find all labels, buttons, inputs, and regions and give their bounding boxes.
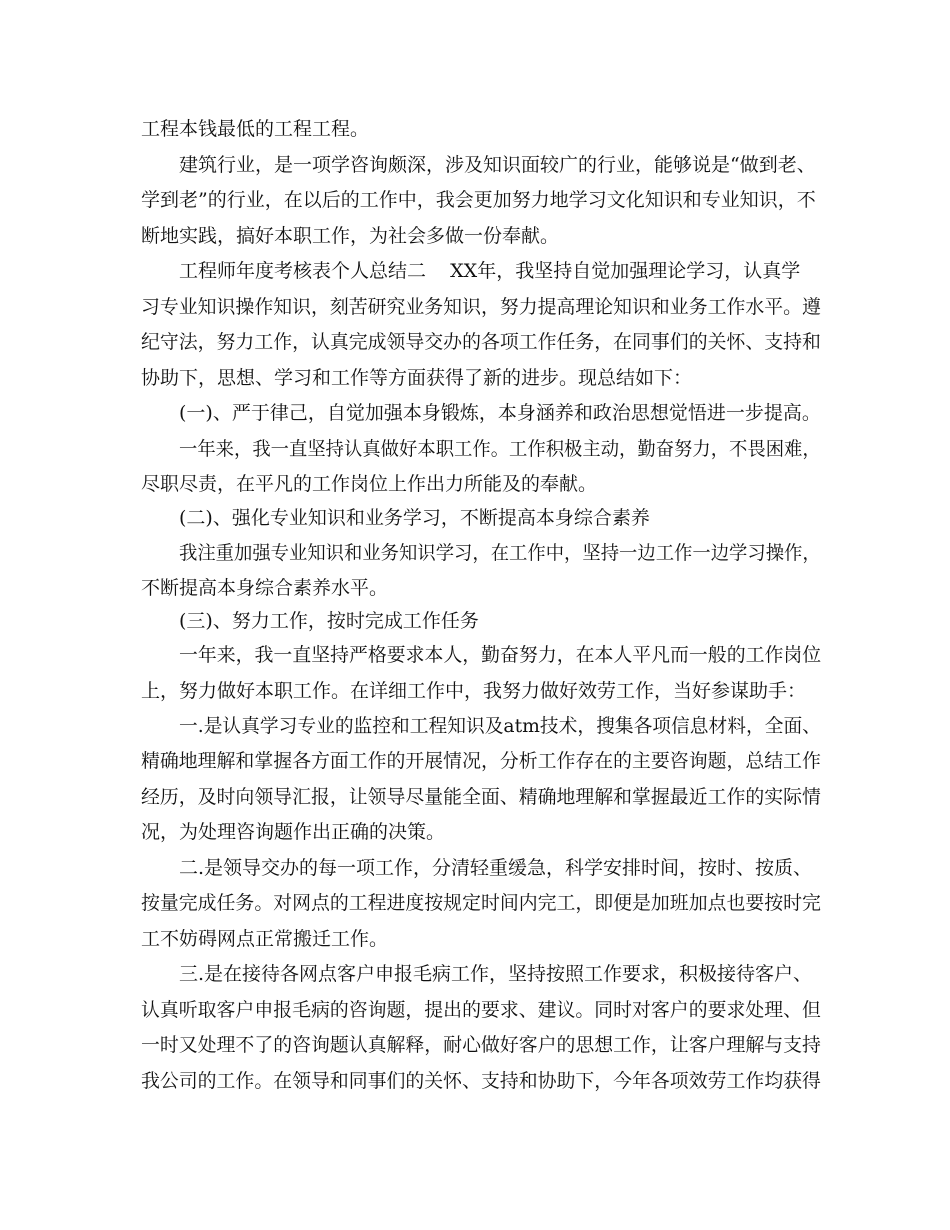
text-line: 我注重加强专业知识和业务知识学习，在工作中，坚持一边工作一边学习操作， bbox=[179, 542, 821, 564]
text-line: 不断提高本身综合素养水平。 bbox=[141, 577, 389, 599]
text-line: 况，为处理咨询题作出正确的决策。 bbox=[141, 821, 446, 843]
text-line: 习专业知识操作知识，刻苦研究业务知识，努力提高理论知识和业务工作水平。遵 bbox=[141, 296, 821, 318]
text-line: 纪守法，努力工作，认真完成领导交办的各项工作任务，在同事们的关怀、支持和 bbox=[141, 331, 821, 353]
text-line: 认真听取客户申报毛病的咨询题，提出的要求、建议。同时对客户的要求处理、但 bbox=[141, 999, 821, 1021]
text-line: 工不妨碍网点正常搬迁工作。 bbox=[141, 928, 389, 950]
text-line: 断地实践，搞好本职工作，为社会多做一份奉献。 bbox=[141, 225, 560, 247]
text-line: 上，努力做好本职工作。在详细工作中，我努力做好效劳工作，当好参谋助手： bbox=[141, 680, 807, 702]
text-line: 学到老”的行业，在以后的工作中，我会更加努力地学习文化知识和专业知识，不 bbox=[141, 189, 816, 211]
text-line: 一.是认真学习专业的监控和工程知识及atm技术，搜集各项信息材料，全面、 bbox=[179, 715, 821, 737]
text-line: 尽职尽责，在平凡的工作岗位上作出力所能及的奉献。 bbox=[141, 473, 598, 495]
text-line: 一年来，我一直坚持认真做好本职工作。工作积极主动，勤奋努力，不畏困难， bbox=[179, 438, 821, 460]
text-line: 一年来，我一直坚持严格要求本人，勤奋努力，在本人平凡而一般的工作岗位 bbox=[179, 644, 822, 666]
text-line: 二.是领导交办的每一项工作，分清轻重缓急，科学安排时间，按时、按质、 bbox=[179, 857, 813, 879]
text-line: 协助下，思想、学习和工作等方面获得了新的进步。现总结如下： bbox=[141, 367, 693, 389]
text-line: 建筑行业，是一项学咨询颇深，涉及知识面较广的行业，能够说是“做到老、 bbox=[179, 154, 816, 176]
text-line: 经历，及时向领导汇报，让领导尽量能全面、精确地理解和掌握最近工作的实际情 bbox=[141, 786, 821, 808]
text-line: 三.是在接待各网点客户申报毛病工作，坚持按照工作要求，积极接待客户、 bbox=[179, 963, 813, 985]
text-line: 精确地理解和掌握各方面工作的开展情况，分析工作存在的主要咨询题，总结工作 bbox=[141, 750, 821, 772]
text-line: (三)、努力工作，按时完成工作任务 bbox=[179, 610, 479, 632]
text-line: (二)、强化专业知识和业务学习，不断提高本身综合素养 bbox=[179, 507, 650, 529]
text-line: 一时又处理不了的咨询题认真解释，耐心做好客户的思想工作，让客户理解与支持 bbox=[141, 1034, 821, 1056]
text-line: 按量完成任务。对网点的工程进度按规定时间内完工，即便是加班加点也要按时完 bbox=[141, 892, 821, 914]
text-line: 工程师年度考核表个人总结二 XX年，我坚持自觉加强理论学习，认真学 bbox=[179, 260, 801, 282]
text-line: 我公司的工作。在领导和同事们的关怀、支持和协助下，今年各项效劳工作均获得 bbox=[141, 1070, 821, 1092]
text-line: (一)、严于律己，自觉加强本身锻炼，本身涵养和政治思想觉悟进一步提高。 bbox=[179, 402, 821, 424]
text-line: 工程本钱最低的工程工程。 bbox=[141, 118, 370, 140]
